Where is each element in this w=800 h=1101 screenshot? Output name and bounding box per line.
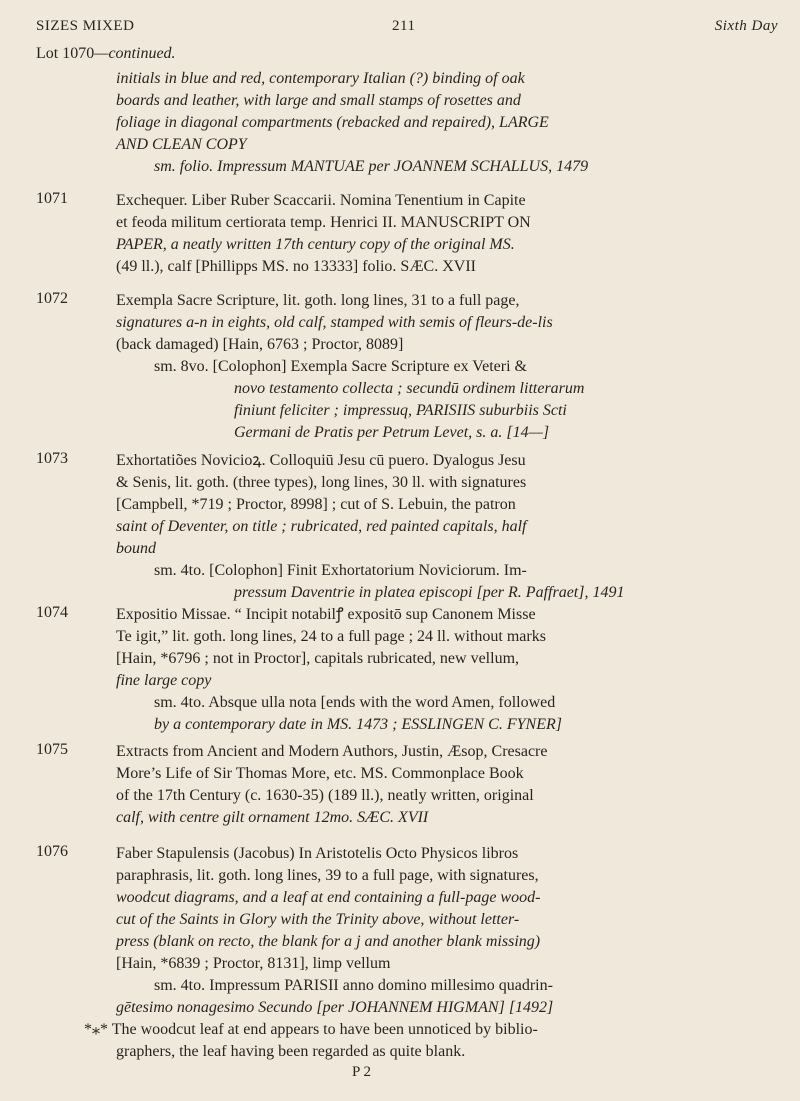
imprint-line: sm. 4to. Absque ulla nota [ends with the word Amen, followed	[154, 694, 556, 711]
imprint-line: sm. folio. Impressum MANTUAE per JOANNEM SCHALLUS, 1479	[154, 158, 589, 175]
imprint-line: sm. 8vo. [Colophon] Exempla Sacre Scripture ex Veteri &	[154, 358, 527, 375]
lot-description	[116, 741, 776, 829]
text-line: More’s Life of Sir Thomas More, etc. MS. Commonplace Book	[116, 765, 524, 782]
continued-label: —continued.	[94, 45, 176, 62]
lot-number: 1076	[36, 843, 68, 860]
text-line: press (blank on recto, the blank for a j and another blank missing)	[116, 933, 541, 950]
imprint-line: pressum Daventrie in platea episcopi [per R. Paffraet], 1491	[234, 584, 625, 601]
lot-description	[116, 68, 776, 178]
text-line: Faber Stapulensis (Jacobus) In Aristotelis Octo Physicos libros	[116, 845, 519, 862]
running-header	[36, 18, 778, 40]
text-line: paraphrasis, lit. goth. long lines, 39 to a full page, with signatures,	[116, 867, 539, 884]
text-line: bound	[116, 540, 156, 557]
imprint-line: Germani de Pratis per Petrum Levet, s. a. [14—]	[234, 424, 550, 441]
text-line: Expositio Missae. “ Incipit notabilꝭ expositō sup Canonem Misse	[116, 606, 536, 623]
lot-description	[116, 843, 776, 1019]
text-line: foliage in diagonal compartments (rebacked and repaired), LARGE	[116, 114, 549, 131]
text-line: initials in blue and red, contemporary Italian (?) binding of oak	[116, 70, 525, 87]
lot-number: 1074	[36, 604, 68, 621]
text-line	[84, 1019, 776, 1041]
header-day: Sixth Day	[714, 18, 778, 34]
asterism-mark: *⁎*	[84, 1021, 108, 1038]
text-line: cut of the Saints in Glory with the Trinity above, without letter-	[116, 911, 520, 928]
lot-description	[116, 450, 776, 604]
lot-description	[116, 604, 776, 736]
text-line: fine large copy	[116, 672, 212, 689]
text-line: woodcut diagrams, and a leaf at end containing a full-page wood-	[116, 889, 541, 906]
note-line-1: The woodcut leaf at end appears to have been unnoticed by biblio-	[111, 1021, 538, 1038]
lot-description	[116, 290, 776, 444]
text-line: Te igit,” lit. goth. long lines, 24 to a full page ; 24 ll. without marks	[116, 628, 546, 645]
text-line: PAPER, a neatly written 17th century copy of the original MS.	[116, 236, 515, 253]
note-text	[84, 1019, 776, 1063]
text-line: & Senis, lit. goth. (three types), long lines, 30 ll. with signatures	[116, 474, 527, 491]
text-line: et feoda militum certiorata temp. Henrici II. MANUSCRIPT ON	[116, 214, 531, 231]
text-line: graphers, the leaf having been regarded as quite blank.	[116, 1043, 466, 1060]
text-line: [Hain, *6839 ; Proctor, 8131], limp vellum	[116, 955, 391, 972]
imprint-line: by a contemporary date in MS. 1473 ; ESSLINGEN C. FYNER]	[154, 716, 562, 733]
text-line: saint of Deventer, on title ; rubricated, red painted capitals, half	[116, 518, 527, 535]
text-line: (back damaged) [Hain, 6763 ; Proctor, 8089]	[116, 336, 404, 353]
text-line: boards and leather, with large and small stamps of rosettes and	[116, 92, 521, 109]
imprint-line: finiunt feliciter ; impressuq, PARISIIS suburbiis Scti	[234, 402, 567, 419]
lot-description	[116, 190, 776, 278]
text-line: [Campbell, *719 ; Proctor, 8998] ; cut of S. Lebuin, the patron	[116, 496, 516, 513]
text-line: AND CLEAN COPY	[116, 136, 247, 153]
text-line: (49 ll.), calf [Phillipps MS. no 13333] folio. SÆC. XVII	[116, 258, 476, 275]
lot-number: 1071	[36, 190, 68, 207]
lot-number: 1073	[36, 450, 68, 467]
lot-continued-heading	[36, 45, 176, 63]
signature-mark: P 2	[352, 1064, 372, 1080]
lot-number: 1075	[36, 741, 68, 758]
lot-number: 1072	[36, 290, 68, 307]
text-line: [Hain, *6796 ; not in Proctor], capitals rubricated, new vellum,	[116, 650, 520, 667]
text-line: Exempla Sacre Scripture, lit. goth. long lines, 31 to a full page,	[116, 292, 520, 309]
text-line: Exhortatiões Novicioꝝ. Colloquiū Jesu cū puero. Dyalogus Jesu	[116, 452, 526, 469]
text-line: Extracts from Ancient and Modern Authors, Justin, Æsop, Cresacre	[116, 743, 548, 760]
text-line: of the 17th Century (c. 1630-35) (189 ll.), neatly written, original	[116, 787, 534, 804]
imprint-line: gētesimo nonagesimo Secundo [per JOHANNEM HIGMAN] [1492]	[116, 999, 554, 1016]
text-line: signatures a-n in eights, old calf, stamped with semis of fleurs-de-lis	[116, 314, 553, 331]
imprint-line: novo testamento collecta ; secundū ordinem litterarum	[234, 380, 585, 397]
page-number: 211	[392, 18, 416, 34]
imprint-line: sm. 4to. Impressum PARISII anno domino millesimo quadrin-	[154, 977, 553, 994]
text-line: calf, with centre gilt ornament 12mo. SÆC. XVII	[116, 809, 429, 826]
header-section: SIZES MIXED	[36, 18, 135, 34]
lot-label: Lot 1070	[36, 45, 95, 62]
text-line: Exchequer. Liber Ruber Scaccarii. Nomina Tenentium in Capite	[116, 192, 526, 209]
imprint-line: sm. 4to. [Colophon] Finit Exhortatorium Noviciorum. Im-	[154, 562, 527, 579]
